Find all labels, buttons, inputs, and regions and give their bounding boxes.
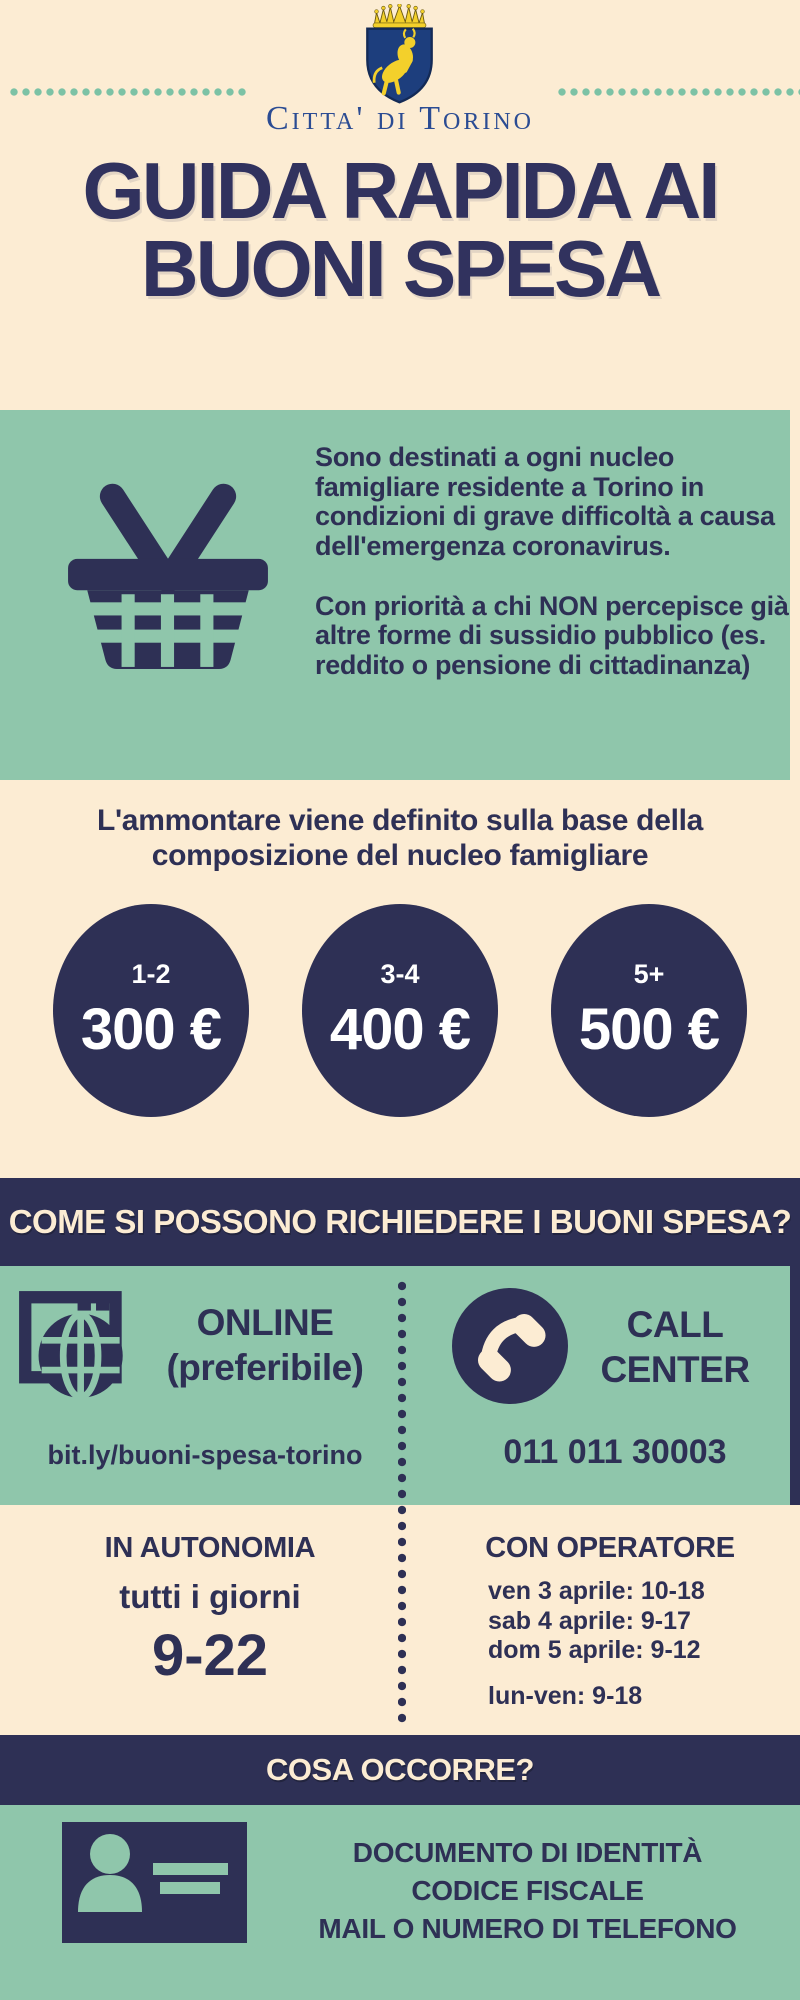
page-title — [0, 146, 800, 313]
amounts-intro — [0, 803, 800, 873]
online-label-line2: (preferibile) — [166, 1347, 364, 1389]
tier-amount: 300 € — [80, 996, 222, 1062]
requirement-item: DOCUMENTO DI IDENTITÀ — [352, 1837, 703, 1868]
operator-weekday-hours: lun-ven: 9-18 — [488, 1682, 643, 1710]
org-name: Citta' di Torino — [265, 100, 534, 137]
decorative-dot-row-left — [8, 88, 246, 96]
requirement-item: MAIL O NUMERO DI TELEFONO — [318, 1913, 737, 1945]
eligibility-paragraph-2: Con priorità a chi NON percepisce già altre forme di sussidio pubblico (es. reddito o pensione di cittadinanza) — [315, 590, 789, 681]
requirements-banner — [0, 1735, 800, 1805]
tier-household: 1-2 — [131, 958, 171, 989]
call-center-label — [575, 1302, 775, 1392]
page-title-line1: GUIDA RAPIDA AI — [82, 146, 718, 235]
tier-household: 3-4 — [380, 958, 420, 989]
tier-circle-5plus — [551, 904, 747, 1117]
decorative-dot-row-right — [556, 88, 800, 96]
online-channel-label — [135, 1300, 395, 1390]
page-title-line2: BUONI SPESA — [140, 223, 660, 313]
requirements-list — [280, 1834, 775, 1948]
call-center-phone: 011 011 30003 — [503, 1433, 727, 1471]
call-center-label-line1: CALL — [626, 1304, 724, 1345]
schedule-line: ven 3 aprile: 10-18 — [488, 1577, 705, 1605]
online-url: bit.ly/buoni-spesa-torino — [47, 1440, 363, 1470]
phone-handset-icon — [452, 1288, 568, 1404]
call-center-label-line2: CENTER — [600, 1349, 750, 1391]
how-to-banner — [0, 1178, 800, 1266]
browser-globe-icon — [16, 1288, 134, 1406]
eligibility-text — [315, 443, 793, 681]
shopping-basket-icon — [62, 462, 274, 674]
tier-circle-1-2 — [53, 904, 249, 1117]
tier-household: 5+ — [633, 958, 665, 989]
online-hours-days: tutti i giorni — [119, 1578, 301, 1615]
how-to-banner-text: COME SI POSSONO RICHIEDERE I BUONI SPESA? — [8, 1203, 792, 1240]
requirements-banner-text: COSA OCCORRE? — [266, 1752, 534, 1787]
amounts-intro-line1: L'ammontare viene definito sulla base della — [96, 804, 704, 837]
online-hours-title: IN AUTONOMIA — [104, 1532, 316, 1564]
tier-amount: 500 € — [578, 996, 720, 1062]
operator-schedule — [488, 1577, 705, 1666]
tier-circle-3-4 — [302, 904, 498, 1117]
operator-hours-title: CON OPERATORE — [485, 1532, 735, 1564]
online-label-line1: ONLINE — [196, 1302, 334, 1343]
schedule-line: sab 4 aprile: 9-17 — [488, 1606, 691, 1635]
amount-tiers — [0, 903, 800, 1118]
torino-coat-of-arms-icon — [342, 4, 457, 104]
eligibility-paragraph-1: Sono destinati a ogni nucleo famigliare residente a Torino in condizioni di grave difficoltà a causa dell'emergenza coronavirus. — [315, 442, 775, 562]
tier-amount: 400 € — [329, 996, 471, 1062]
identity-card-icon — [62, 1822, 247, 1943]
requirement-item: CODICE FISCALE — [411, 1875, 644, 1907]
amounts-intro-line2: composizione del nucleo famigliare — [151, 839, 649, 873]
schedule-line: dom 5 aprile: 9-12 — [488, 1636, 701, 1664]
online-hours-range: 9-22 — [151, 1623, 269, 1688]
